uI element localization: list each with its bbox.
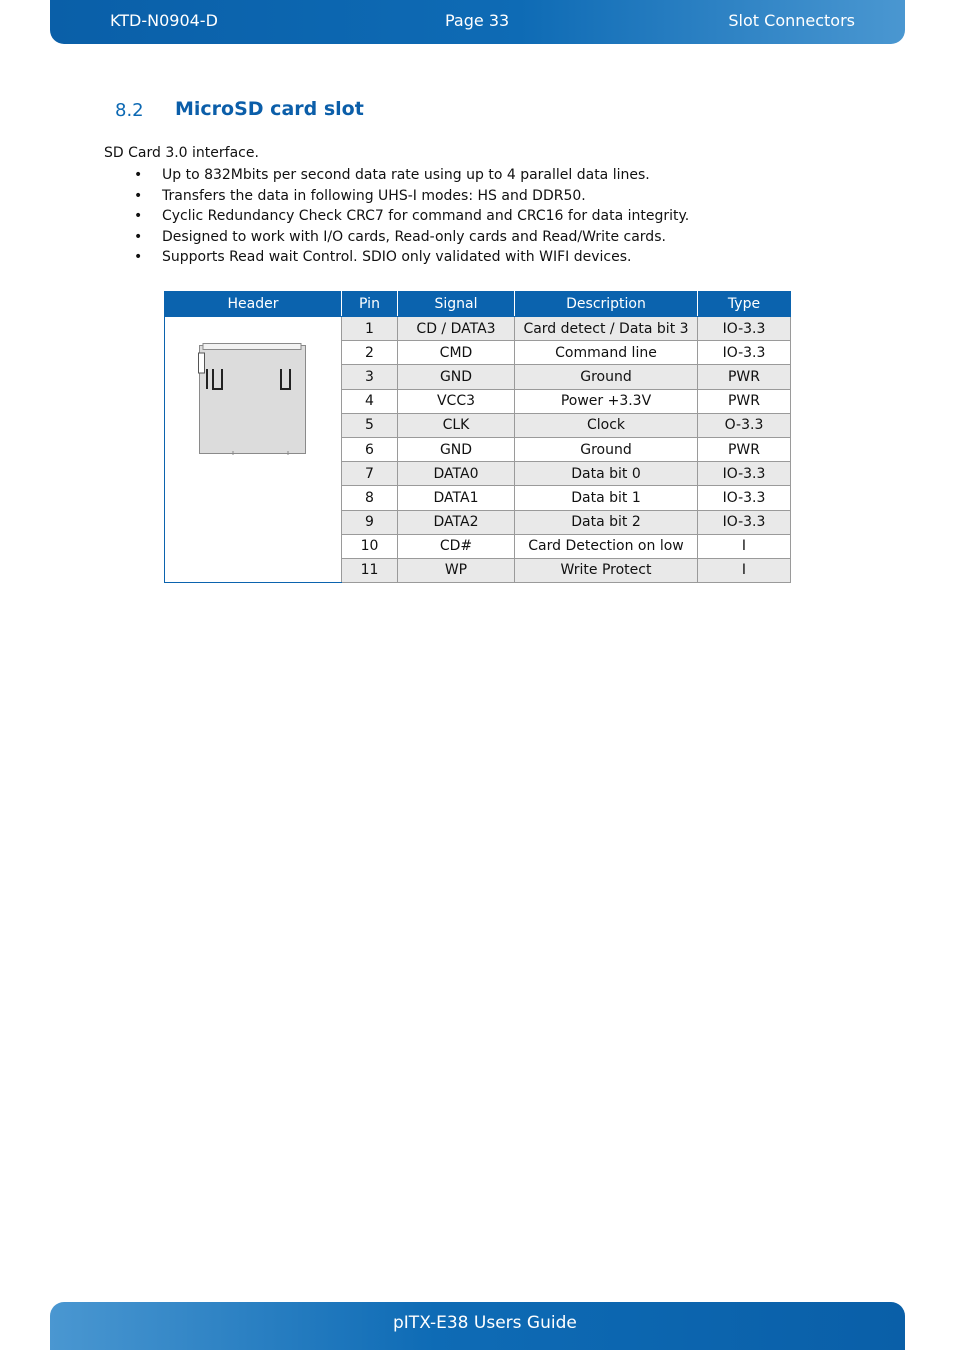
type-cell: PWR xyxy=(698,365,791,389)
description-cell: Card Detection on low xyxy=(515,534,698,558)
connector-image-cell xyxy=(165,317,342,583)
description-cell: Clock xyxy=(515,413,698,437)
description-cell: Command line xyxy=(515,341,698,365)
list-item xyxy=(134,165,689,186)
description-cell: Data bit 1 xyxy=(515,486,698,510)
bullet-icon: • xyxy=(134,187,143,204)
description-cell: Data bit 0 xyxy=(515,462,698,486)
description-cell: Write Protect xyxy=(515,558,698,582)
chapter-title: Slot Connectors xyxy=(728,11,855,30)
signal-cell: CD# xyxy=(398,534,515,558)
bullet-icon: • xyxy=(134,228,143,245)
table-row xyxy=(165,317,791,341)
column-header-signal: Signal xyxy=(398,292,515,317)
pin-cell: 9 xyxy=(342,510,398,534)
pin-cell: 11 xyxy=(342,558,398,582)
list-item xyxy=(134,186,689,207)
pin-cell: 1 xyxy=(342,317,398,341)
list-item xyxy=(134,247,689,268)
pinout-table xyxy=(164,291,791,583)
bullet-icon: • xyxy=(134,208,143,224)
intro-text: SD Card 3.0 interface. xyxy=(104,145,259,161)
table-header-row xyxy=(165,292,791,317)
type-cell: IO-3.3 xyxy=(698,317,791,341)
footer-title: pITX-E38 Users Guide xyxy=(393,1313,577,1333)
page-header xyxy=(50,0,905,44)
pin-cell: 6 xyxy=(342,437,398,461)
feature-list xyxy=(134,165,689,268)
page-number: Page 33 xyxy=(445,11,510,30)
type-cell: O-3.3 xyxy=(698,413,791,437)
document-id: KTD-N0904-D xyxy=(110,11,218,30)
bullet-icon: • xyxy=(134,167,143,183)
list-item-text: Transfers the data in following UHS-I modes: HS and DDR50. xyxy=(162,187,586,204)
type-cell: IO-3.3 xyxy=(698,462,791,486)
signal-cell: VCC3 xyxy=(398,389,515,413)
type-cell: IO-3.3 xyxy=(698,510,791,534)
signal-cell: DATA0 xyxy=(398,462,515,486)
description-cell: Data bit 2 xyxy=(515,510,698,534)
signal-cell: DATA2 xyxy=(398,510,515,534)
type-cell: I xyxy=(698,558,791,582)
type-cell: I xyxy=(698,534,791,558)
pin-cell: 8 xyxy=(342,486,398,510)
type-cell: IO-3.3 xyxy=(698,486,791,510)
type-cell: PWR xyxy=(698,437,791,461)
column-header-description: Description xyxy=(515,292,698,317)
list-item-text: Supports Read wait Control. SDIO only validated with WIFI devices. xyxy=(162,249,632,265)
type-cell: PWR xyxy=(698,389,791,413)
list-item-text: Up to 832Mbits per second data rate using up to 4 parallel data lines. xyxy=(162,167,650,183)
pin-cell: 2 xyxy=(342,341,398,365)
list-item-text: Designed to work with I/O cards, Read-only cards and Read/Write cards. xyxy=(162,228,666,245)
signal-cell: WP xyxy=(398,558,515,582)
description-cell: Ground xyxy=(515,365,698,389)
pin-cell: 10 xyxy=(342,534,398,558)
description-cell: Card detect / Data bit 3 xyxy=(515,317,698,341)
column-header-header: Header xyxy=(165,292,342,317)
pin-cell: 3 xyxy=(342,365,398,389)
pin-cell: 5 xyxy=(342,413,398,437)
signal-cell: CMD xyxy=(398,341,515,365)
signal-cell: DATA1 xyxy=(398,486,515,510)
column-header-type: Type xyxy=(698,292,791,317)
pin-cell: 7 xyxy=(342,462,398,486)
pin-cell: 4 xyxy=(342,389,398,413)
signal-cell: GND xyxy=(398,437,515,461)
type-cell: IO-3.3 xyxy=(698,341,791,365)
list-item xyxy=(134,206,689,227)
section-number: 8.2 xyxy=(115,100,144,121)
column-header-pin: Pin xyxy=(342,292,398,317)
page-footer xyxy=(50,1302,905,1350)
description-cell: Ground xyxy=(515,437,698,461)
section-title: MicroSD card slot xyxy=(175,98,364,120)
signal-cell: CLK xyxy=(398,413,515,437)
description-cell: Power +3.3V xyxy=(515,389,698,413)
list-item xyxy=(134,227,689,248)
microsd-connector-icon xyxy=(198,343,308,455)
bullet-icon: • xyxy=(134,249,143,265)
signal-cell: CD / DATA3 xyxy=(398,317,515,341)
list-item-text: Cyclic Redundancy Check CRC7 for command and CRC16 for data integrity. xyxy=(162,208,690,224)
signal-cell: GND xyxy=(398,365,515,389)
